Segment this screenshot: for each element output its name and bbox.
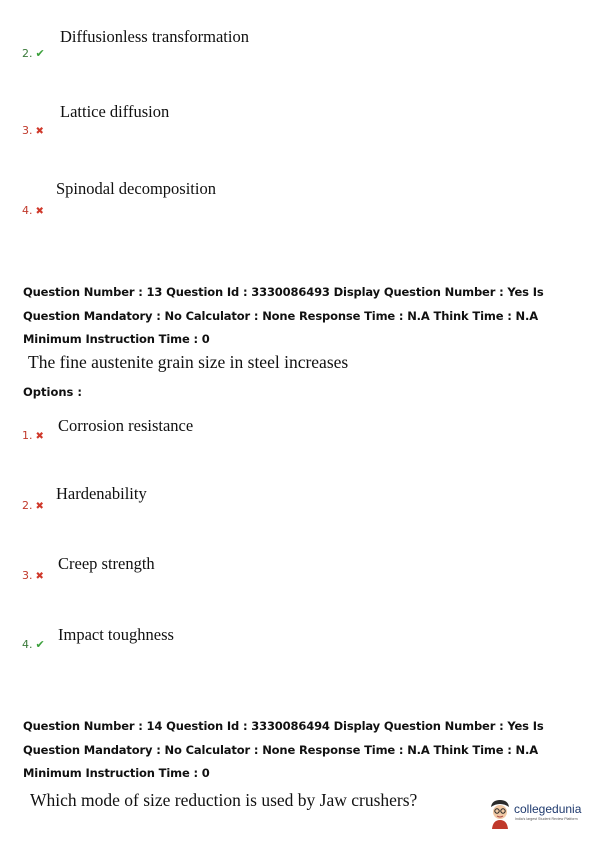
option-text: Corrosion resistance [58,416,194,435]
options-label: Options : [23,385,82,399]
collegedunia-logo [488,799,588,829]
option-text: Diffusionless transformation [60,27,249,46]
question-meta: Question Number : 13 Question Id : 3330086493 Display Question Number : Yes Is Question Mandatory : No Calculator : None Response Time : N.A Think Time : N.A Minimum Instruction Time : 0 [23,285,544,346]
option-text: Impact toughness [58,625,174,644]
check-icon: ✔ [35,47,45,60]
question-text: Which mode of size reduction is used by Jaw crushers? [30,790,418,810]
cross-icon: ✖ [35,431,44,442]
option-number-label: 3. [22,569,33,582]
option-text: Hardenability [56,484,147,503]
option-number-label: 2. [22,499,33,512]
logo-name: collegedunia [514,802,582,816]
cross-icon: ✖ [35,126,44,137]
mascot-icon [488,799,512,829]
option-number [22,638,45,651]
check-icon: ✔ [35,638,45,651]
cross-icon: ✖ [35,571,44,582]
option-text: Creep strength [58,554,155,573]
question-text: The fine austenite grain size in steel increases [28,352,349,372]
cross-icon: ✖ [35,206,44,217]
option-number [22,47,45,60]
option-number [22,204,44,217]
option-number [22,124,44,137]
option-number-label: 1. [22,429,33,442]
option-number-label: 2. [22,47,33,60]
option-number-label: 4. [22,204,33,217]
option-number-label: 4. [22,638,33,651]
option-text: Spinodal decomposition [56,179,216,198]
option-number-label: 3. [22,124,33,137]
option-number [22,569,44,582]
option-number [22,429,44,442]
logo-tagline: India's largest Student Review Platform [515,817,578,821]
cross-icon: ✖ [35,501,44,512]
option-text: Lattice diffusion [60,102,170,121]
question-meta: Question Number : 14 Question Id : 3330086494 Display Question Number : Yes Is Question Mandatory : No Calculator : None Response Time : N.A Think Time : N.A Minimum Instruction Time : 0 [23,719,544,780]
option-number [22,499,44,512]
